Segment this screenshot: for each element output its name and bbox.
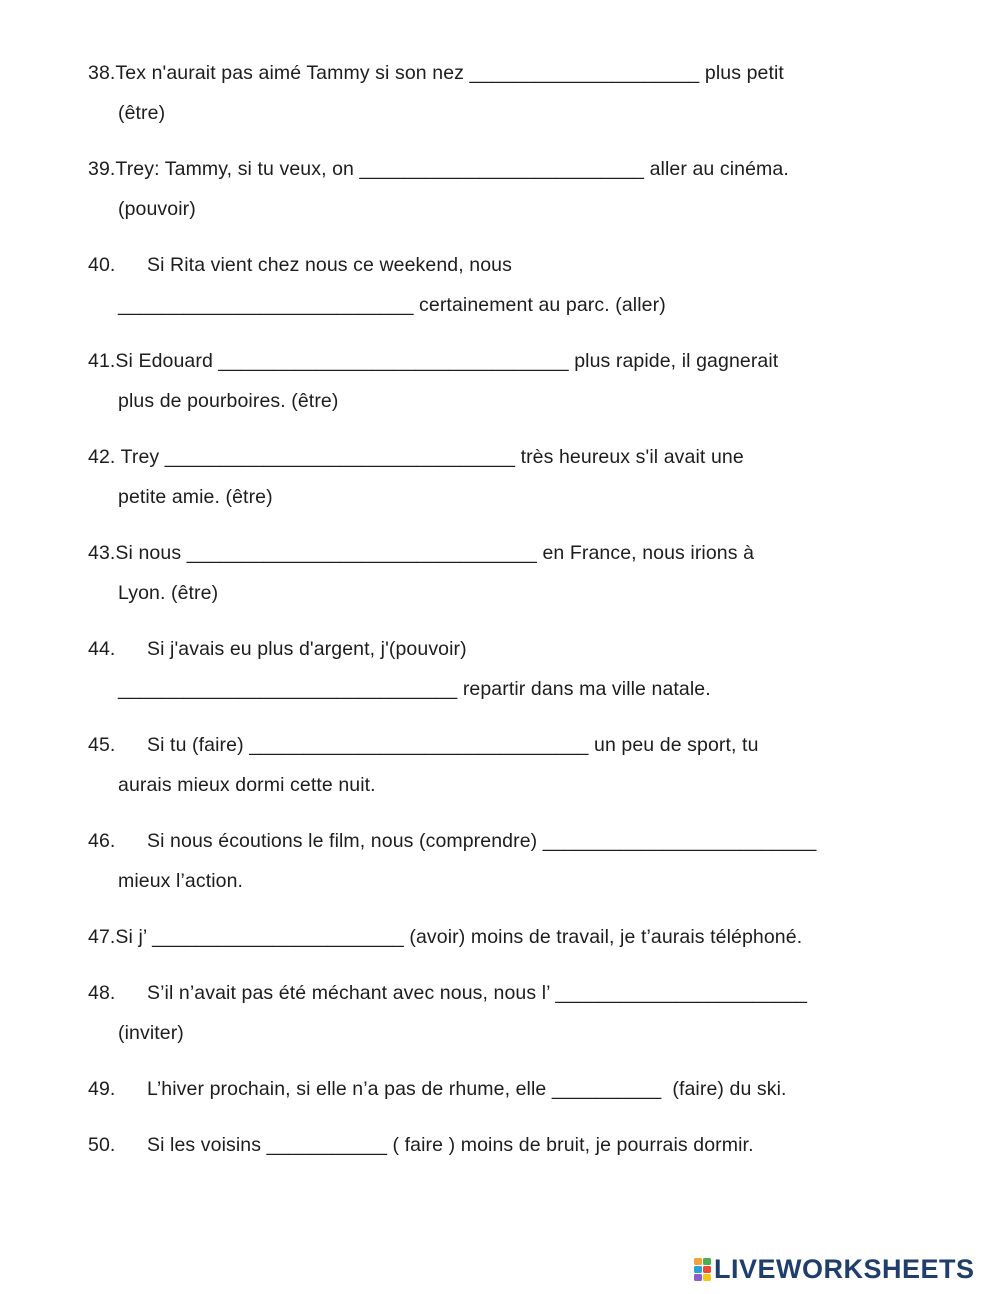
- answer-blank-41[interactable]: ________________________________: [218, 350, 569, 372]
- answer-blank-45[interactable]: _______________________________: [249, 734, 589, 756]
- question-number: 41.: [88, 350, 116, 372]
- question-41-line2: plus de pourboires. (être): [118, 390, 339, 412]
- question-text: plus petit: [699, 62, 784, 84]
- logo-square: [694, 1258, 702, 1265]
- answer-blank-49[interactable]: __________: [551, 1078, 662, 1100]
- question-46-line1: [147, 829, 816, 853]
- question-text: très heureux s'il avait une: [515, 446, 744, 468]
- question-43-line2: Lyon. (être): [118, 582, 219, 604]
- question-44-line1: Si j'avais eu plus d'argent, j'(pouvoir): [147, 638, 467, 660]
- question-47-line1: [88, 925, 802, 949]
- question-45-line1: [147, 733, 759, 757]
- logo-square: [694, 1266, 702, 1273]
- question-38-line1: [88, 61, 784, 85]
- question-39-line1: [88, 157, 789, 181]
- question-text: Si nous écoutions le film, nous (comprendre): [147, 830, 543, 852]
- question-text: un peu de sport, tu: [588, 734, 759, 756]
- question-44-line2: [118, 677, 711, 701]
- question-48-line2: (inviter): [118, 1022, 184, 1044]
- question-text: ( faire ) moins de bruit, je pourrais dormir.: [387, 1134, 754, 1156]
- question-46-line2: mieux l’action.: [118, 870, 244, 892]
- answer-blank-43[interactable]: ________________________________: [186, 542, 537, 564]
- question-50-line1: [147, 1133, 754, 1157]
- question-49-line1: [147, 1077, 787, 1101]
- answer-blank-46[interactable]: _________________________: [542, 830, 817, 852]
- answer-blank-38[interactable]: _____________________: [469, 62, 700, 84]
- question-text: Si les voisins: [147, 1134, 267, 1156]
- question-38-line2: (être): [118, 102, 166, 124]
- question-text: en France, nous irions à: [536, 542, 755, 564]
- answer-blank-47[interactable]: _______________________: [152, 926, 404, 948]
- question-48-number: 48.: [88, 982, 116, 1004]
- logo-square: [703, 1258, 711, 1265]
- logo-text: LIVEWORKSHEETS: [714, 1254, 975, 1284]
- logo-square: [703, 1266, 711, 1273]
- question-43-line1: [88, 541, 754, 565]
- question-44-number: 44.: [88, 638, 116, 660]
- question-40-line2: [118, 293, 666, 317]
- question-text: (avoir) moins de travail, je t’aurais téléphoné.: [403, 926, 803, 948]
- answer-blank-42[interactable]: ________________________________: [164, 446, 516, 468]
- question-45-number: 45.: [88, 734, 116, 756]
- question-text: Si tu (faire): [147, 734, 250, 756]
- question-number: 47.: [88, 926, 116, 948]
- answer-blank-48[interactable]: _______________________: [555, 982, 808, 1004]
- question-text: Si j’: [115, 926, 153, 948]
- question-number: 38.: [88, 62, 116, 84]
- question-number: 42.: [88, 446, 116, 468]
- question-46-number: 46.: [88, 830, 116, 852]
- question-39-line2: (pouvoir): [118, 198, 196, 220]
- logo-square: [703, 1274, 711, 1281]
- question-49-number: 49.: [88, 1078, 116, 1100]
- question-42-line1: [88, 445, 744, 469]
- question-text: Trey: [115, 446, 165, 468]
- question-50-number: 50.: [88, 1134, 116, 1156]
- question-41-line1: [88, 349, 778, 373]
- question-text: Si Edouard: [115, 350, 219, 372]
- question-42-line2: petite amie. (être): [118, 486, 273, 508]
- question-40-line1: Si Rita vient chez nous ce weekend, nous: [147, 254, 512, 276]
- question-number: 39.: [88, 158, 116, 180]
- logo-square: [694, 1274, 702, 1281]
- question-text: repartir dans ma ville natale.: [457, 678, 711, 700]
- answer-blank-44[interactable]: _______________________________: [118, 678, 458, 700]
- question-40-number: 40.: [88, 254, 116, 276]
- liveworksheets-logo[interactable]: [693, 1255, 975, 1283]
- question-text: (faire) du ski.: [661, 1078, 787, 1100]
- question-text: certainement au parc. (aller): [413, 294, 666, 316]
- answer-blank-40[interactable]: ___________________________: [118, 294, 414, 316]
- question-text: plus rapide, il gagnerait: [568, 350, 779, 372]
- question-number: 43.: [88, 542, 116, 564]
- answer-blank-50[interactable]: ___________: [266, 1134, 388, 1156]
- question-text: Tex n'aurait pas aimé Tammy si son nez: [115, 62, 470, 84]
- liveworksheets-logo-icon: [693, 1257, 711, 1281]
- question-text: Si nous: [115, 542, 187, 564]
- question-text: Trey: Tammy, si tu veux, on: [115, 158, 360, 180]
- question-text: L’hiver prochain, si elle n’a pas de rhume, elle: [147, 1078, 552, 1100]
- question-48-line1: [147, 981, 807, 1005]
- question-45-line2: aurais mieux dormi cette nuit.: [118, 774, 376, 796]
- answer-blank-39[interactable]: __________________________: [359, 158, 645, 180]
- question-text: aller au cinéma.: [644, 158, 789, 180]
- question-text: S’il n’avait pas été méchant avec nous, nous l’: [147, 982, 556, 1004]
